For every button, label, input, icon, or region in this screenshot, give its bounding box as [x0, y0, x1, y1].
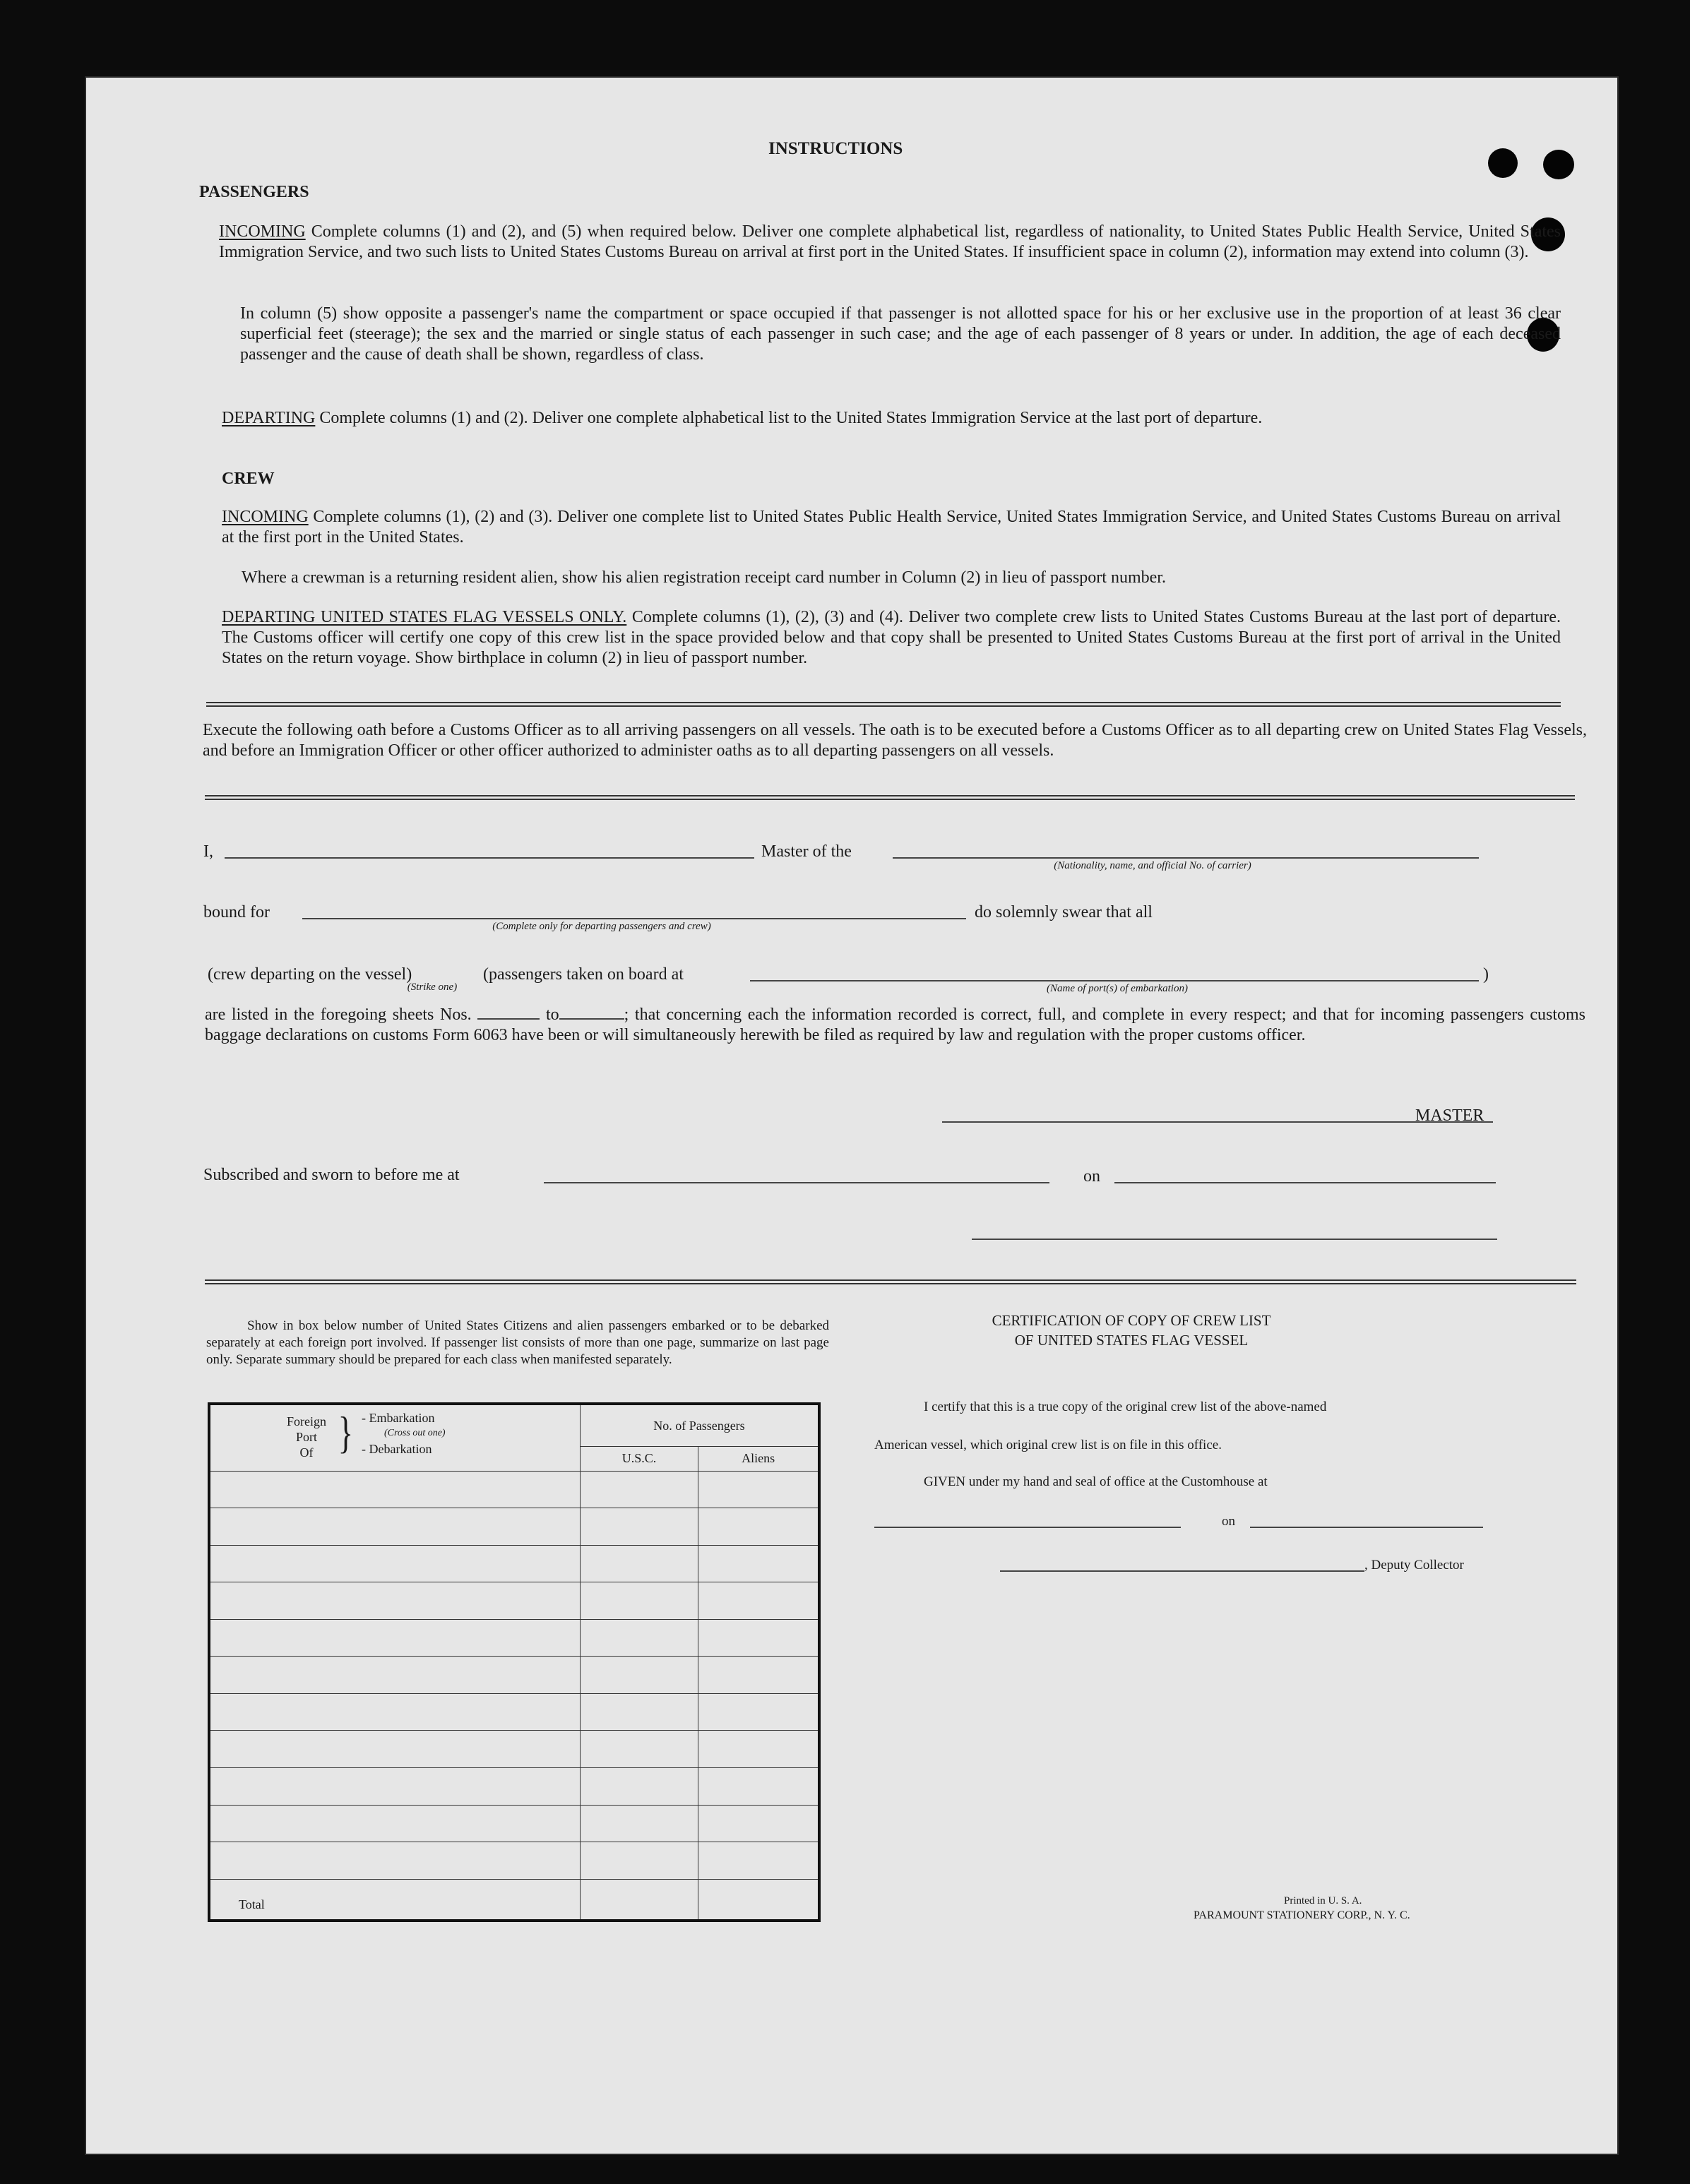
incoming-text: Complete columns (1) and (2), and (5) when required below. Deliver one complete alphabetical list, regardless of nationality, to United States Public Health Service, United States Immigration Service, and two such lists to United States Customs Bureau on arrival at first port in the United States. If insufficient space in column (2), information may extend into column (3). [219, 222, 1561, 261]
port-cell[interactable] [209, 1805, 580, 1842]
port-cell[interactable] [209, 1508, 580, 1546]
aliens-cell[interactable] [698, 1619, 819, 1657]
ports-note: (Name of port(s) of embarkation) [1047, 983, 1188, 994]
crew-departing-text: Complete columns (1), (2), (3) and (4). Deliver two complete crew lists to United States Customs Bureau at the last port of departure. The Customs officer will certify one copy of this crew list in the space provided below and that copy shall be presented to United States Customs Bureau at the first port of arrival in the United States on the return voyage. Show birthplace in column (2) in lieu of passport number. [222, 608, 1561, 667]
port-cell[interactable] [209, 1619, 580, 1657]
usc-cell[interactable] [580, 1657, 698, 1694]
passengers-column5: In column (5) show opposite a passenger's name the compartment or space occupied if that passenger is not allotted space for his or her exclusive use in the proportion of at least 36 clear superficial feet (steerage); the sex and the married or single status of each passenger in such case; and the age of each passenger of 8 years or under. In addition, the age of each deceased passenger and the cause of death shall be shown, regardless of class. [240, 304, 1561, 364]
usc-cell[interactable] [580, 1545, 698, 1582]
oath-intro: Execute the following oath before a Customs Officer as to all arriving passengers on all vessels. The oath is to be executed before a Customs Officer as to all departing crew on United States Flag Vessels, and before an Immigration Officer or other officer authorized to administer oaths as to all departing passengers on all vessels. [203, 721, 1587, 760]
sheet-to-field[interactable] [559, 1004, 624, 1020]
oath-passengers-taken: (passengers taken on board at [483, 965, 684, 984]
brace-icon: } [338, 1407, 354, 1457]
usc-header: U.S.C. [580, 1447, 698, 1471]
form-sheet [86, 78, 1617, 2154]
carrier-field[interactable] [893, 857, 1479, 859]
deputy-signature-field[interactable] [1000, 1570, 1364, 1572]
sworn-place-field[interactable] [544, 1182, 1049, 1183]
aliens-cell[interactable] [698, 1545, 819, 1582]
embarkation-ports-field[interactable] [750, 980, 1479, 981]
certification-title-line1: CERTIFICATION OF COPY OF CREW LIST [992, 1312, 1271, 1329]
table-row [209, 1693, 819, 1731]
divider [205, 795, 1575, 800]
table-row [209, 1619, 819, 1657]
certification-title-line2: OF UNITED STATES FLAG VESSEL [1014, 1332, 1249, 1349]
crew-departing [222, 607, 1561, 669]
port-cell[interactable] [209, 1582, 580, 1620]
table-row [209, 1471, 819, 1508]
aliens-cell[interactable] [698, 1693, 819, 1731]
port-cell[interactable] [209, 1842, 580, 1880]
customhouse-field[interactable] [874, 1527, 1181, 1528]
usc-cell[interactable] [580, 1842, 698, 1880]
total-aliens-cell[interactable] [698, 1879, 819, 1921]
passengers-departing [222, 408, 1561, 429]
table-row [209, 1731, 819, 1768]
foreign-port-header [209, 1404, 580, 1471]
listed-to: to [545, 1006, 559, 1024]
usc-cell[interactable] [580, 1768, 698, 1806]
aliens-cell[interactable] [698, 1731, 819, 1768]
complete-only-note: (Complete only for departing passengers and crew) [492, 921, 711, 932]
table-row [209, 1508, 819, 1546]
strike-one-note: (Strike one) [407, 981, 458, 993]
oath-close-paren: ) [1483, 965, 1489, 984]
table-row [209, 1842, 819, 1880]
table-row [209, 1657, 819, 1694]
no-of-passengers-header: No. of Passengers [580, 1404, 819, 1447]
oath-i: I, [203, 842, 213, 861]
table-row [209, 1768, 819, 1806]
listed-text-a: are listed in the foregoing sheets Nos. [205, 1006, 472, 1024]
deputy-collector-label: , Deputy Collector [1364, 1558, 1464, 1573]
publisher: PARAMOUNT STATIONERY CORP., N. Y. C. [1194, 1909, 1410, 1921]
usc-cell[interactable] [580, 1731, 698, 1768]
sheet-from-field[interactable] [477, 1004, 540, 1020]
certify-text-b: American vessel, which original crew list is on file in this office. [874, 1438, 1222, 1452]
destination-field[interactable] [302, 918, 966, 919]
aliens-cell[interactable] [698, 1768, 819, 1806]
crew-departing-label: DEPARTING UNITED STATES FLAG VESSELS ONLY. [222, 608, 627, 626]
crew-incoming [222, 507, 1561, 548]
total-row [209, 1879, 819, 1921]
aliens-cell[interactable] [698, 1582, 819, 1620]
port-cell[interactable] [209, 1693, 580, 1731]
master-signature-field[interactable] [942, 1121, 1493, 1123]
certification-title [920, 1311, 1343, 1350]
usc-cell[interactable] [580, 1805, 698, 1842]
aliens-cell[interactable] [698, 1508, 819, 1546]
binder-hole [1488, 148, 1518, 178]
binder-hole [1543, 150, 1574, 179]
usc-cell[interactable] [580, 1471, 698, 1508]
passengers-heading: PASSENGERS [199, 183, 309, 201]
summary-instructions: Show in box below number of United States Citizens and alien passengers embarked or to be debarked separately at each foreign port involved. If passenger list consists of more than one page, summarize on last page only. Separate summary should be prepared for each class when manifested separately. [206, 1318, 829, 1367]
sworn-on-label: on [1083, 1167, 1100, 1186]
oath-master-of-the: Master of the [761, 842, 852, 861]
officer-signature-field[interactable] [972, 1239, 1497, 1240]
aliens-cell[interactable] [698, 1805, 819, 1842]
divider [206, 702, 1561, 707]
foreign-port-label: Foreign Port Of [287, 1414, 326, 1460]
port-cell[interactable] [209, 1731, 580, 1768]
usc-cell[interactable] [580, 1693, 698, 1731]
aliens-cell[interactable] [698, 1842, 819, 1880]
nationality-note: (Nationality, name, and official No. of carrier) [1054, 860, 1251, 871]
crew-heading: CREW [222, 470, 275, 488]
port-cell[interactable] [209, 1471, 580, 1508]
usc-cell[interactable] [580, 1508, 698, 1546]
oath-bound-for: bound for [203, 903, 270, 921]
oath-crew-departing: (crew departing on the vessel) [208, 965, 412, 984]
divider [205, 1279, 1576, 1284]
port-cell[interactable] [209, 1545, 580, 1582]
departing-label: DEPARTING [222, 409, 316, 427]
debarkation-label: - Debarkation [362, 1442, 432, 1456]
incoming-label: INCOMING [219, 222, 306, 241]
total-label: Total [209, 1879, 580, 1921]
aliens-cell[interactable] [698, 1657, 819, 1694]
usc-cell[interactable] [580, 1619, 698, 1657]
passengers-incoming [219, 222, 1561, 263]
table-row [209, 1582, 819, 1620]
cert-on-label: on [1222, 1514, 1235, 1529]
total-usc-cell[interactable] [580, 1879, 698, 1921]
embarkation-label: - Embarkation [362, 1411, 435, 1425]
aliens-header: Aliens [698, 1447, 819, 1471]
port-cell[interactable] [209, 1768, 580, 1806]
certify-text-a: I certify that this is a true copy of the original crew list of the above-named [924, 1400, 1327, 1414]
passenger-summary-table [208, 1402, 821, 1922]
table-row [209, 1545, 819, 1582]
oath-listed [205, 1004, 1585, 1046]
subscribed-label: Subscribed and sworn to before me at [203, 1166, 460, 1184]
listed-text-b: ; that concerning each the information recorded is correct, full, and complete in every respect; and that for incoming passengers customs baggage declarations on customs Form 6063 have been or will simultaneously herewith be filed as required by law and regulation with the proper customs officer. [205, 1006, 1586, 1044]
usc-cell[interactable] [580, 1582, 698, 1620]
page-title: INSTRUCTIONS [768, 139, 903, 158]
master-label: MASTER [1415, 1106, 1484, 1125]
crew-resident: Where a crewman is a returning resident alien, show his alien registration receipt card number in Column (2) in lieu of passport number. [242, 568, 1166, 587]
aliens-cell[interactable] [698, 1471, 819, 1508]
master-name-field[interactable] [225, 857, 754, 859]
cross-out-note: (Cross out one) [384, 1428, 446, 1438]
crew-incoming-label: INCOMING [222, 508, 309, 526]
given-text: GIVEN under my hand and seal of office at the Customhouse at [924, 1474, 1268, 1489]
printed-in-usa: Printed in U. S. A. [1284, 1895, 1362, 1906]
sworn-date-field[interactable] [1114, 1182, 1496, 1183]
cert-date-field[interactable] [1250, 1527, 1483, 1528]
departing-text: Complete columns (1) and (2). Deliver one complete alphabetical list to the United States Immigration Service at the last port of departure. [319, 409, 1263, 427]
table-row [209, 1805, 819, 1842]
crew-incoming-text: Complete columns (1), (2) and (3). Deliver one complete list to United States Public Health Service, United States Immigration Service, and United States Customs Bureau on arrival at the first port in the United States. [222, 508, 1561, 547]
port-cell[interactable] [209, 1657, 580, 1694]
oath-solemnly: do solemnly swear that all [975, 903, 1153, 921]
